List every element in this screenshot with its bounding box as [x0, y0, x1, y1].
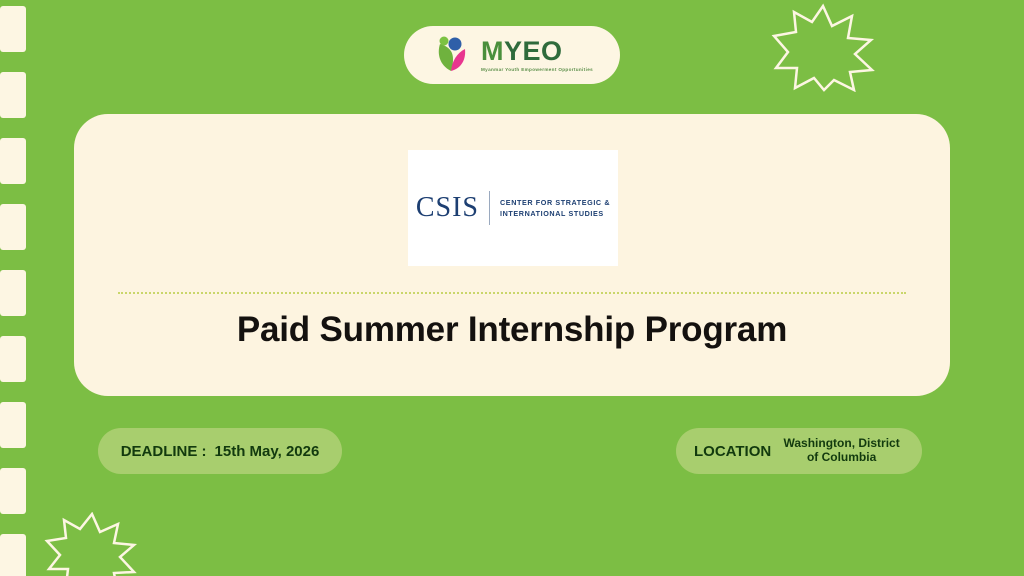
brand-tagline: Myanmar Youth Empowerment Opportunities: [481, 66, 593, 72]
main-card: [74, 114, 950, 396]
deadline-badge: [98, 428, 342, 474]
myeo-leaf-logo-icon: [431, 35, 471, 75]
brand-name-part2: YEO: [504, 35, 563, 66]
filmstrip-decoration: [0, 0, 34, 576]
csis-fullname-line2: INTERNATIONAL STUDIES: [500, 209, 604, 218]
location-value: Washington, District of Columbia: [783, 436, 900, 464]
dotted-divider: [118, 292, 906, 294]
deadline-label: DEADLINE :: [120, 442, 207, 460]
starburst-icon-bottom-left: [44, 512, 140, 576]
location-label: LOCATION: [694, 442, 772, 460]
csis-divider: [489, 191, 490, 225]
location-badge: [676, 428, 922, 474]
deadline-value: 15th May, 2026: [214, 442, 320, 460]
brand-name-part1: M: [481, 35, 504, 66]
csis-fullname: [500, 197, 610, 219]
myeo-logo-pill: [404, 26, 620, 84]
csis-acronym: CSIS: [415, 192, 480, 223]
csis-fullname-line1: CENTER FOR STRATEGIC &: [500, 197, 611, 207]
csis-logo-icon: [408, 150, 618, 266]
page-title: Paid Summer Internship Program: [236, 310, 788, 349]
myeo-wordmark: [481, 35, 593, 73]
starburst-icon-top-right: [768, 2, 878, 92]
